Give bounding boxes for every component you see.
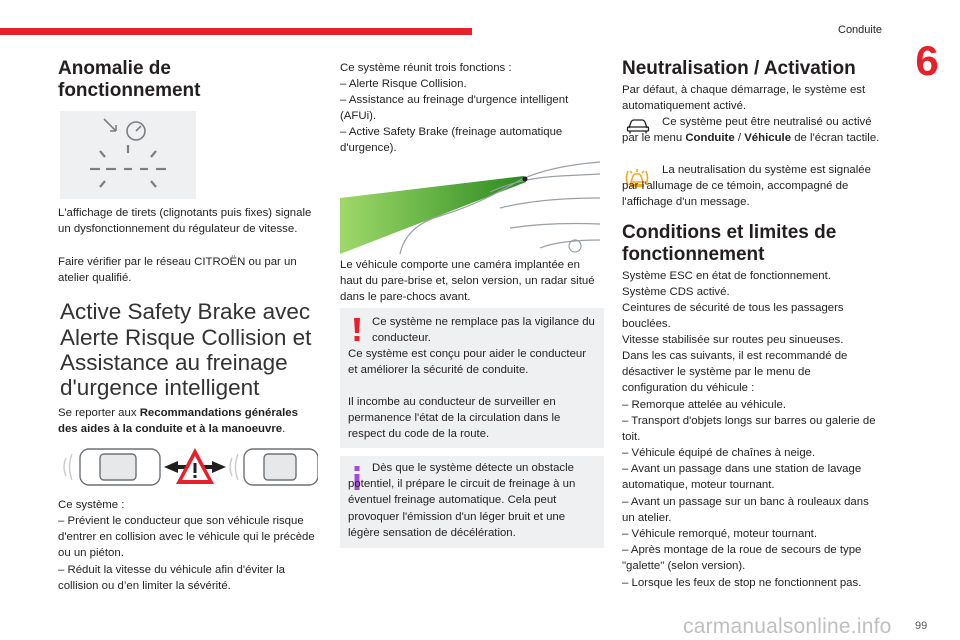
heading-asb-line2: Alerte Risque Collision et	[60, 325, 312, 350]
paragraph-system-1: Ce système :	[58, 499, 125, 511]
paragraph-cond-12: – Après montage de la roue de secours de type "galette" (selon version).	[622, 544, 862, 573]
warning-text-3: Il incombe au conducteur de surveiller en permanence l'état de la circulation dans le respect du code de la route.	[348, 396, 561, 441]
paragraph-cond-8: – Véhicule équipé de chaînes à neige.	[622, 447, 816, 459]
heading-conditions-line1: Conditions et limites de	[622, 222, 837, 243]
warning-text-1: Ce système ne remplace pas la vigilance du conducteur.	[372, 316, 595, 345]
paragraph-cond-1: Système ESC en état de fonctionnement.	[622, 270, 831, 282]
paragraph-cond-11: – Véhicule remorqué, moteur tournant.	[622, 528, 818, 540]
heading-asb-line1: Active Safety Brake avec	[60, 299, 311, 324]
paragraph-neutral-1: Par défaut, à chaque démarrage, le système est automatiquement activé.	[622, 84, 866, 113]
watermark: carmanualsonline.info	[683, 615, 892, 638]
paragraph-cond-3: Ceintures de sécurité de tous les passagers bouclées.	[622, 302, 844, 331]
front-collision-diagram-icon	[60, 444, 318, 490]
paragraph-cond-2: Système CDS activé.	[622, 286, 730, 298]
paragraph-anomalie-1: L'affichage de tirets (clignotants puis fixes) signale un dysfonctionnement du régulateur de vitesse.	[58, 207, 312, 236]
heading-anomalie: Anomalie de fonctionnement	[58, 58, 201, 101]
page-number: 99	[915, 620, 928, 632]
paragraph-cond-7: – Transport d'objets longs sur barres ou galerie de toit.	[622, 415, 876, 444]
heading-asb-line4: d'urgence intelligent	[60, 375, 260, 400]
heading-conditions-line2: fonctionnement	[622, 244, 765, 265]
paragraph-functions-4: – Active Safety Brake (freinage automatique d'urgence).	[340, 126, 563, 155]
paragraph-cond-9: – Avant un passage dans une station de lavage automatique, moteur tournant.	[622, 463, 862, 492]
paragraph-cond-4: Vitesse stabilisée sur routes peu sinueuses.	[622, 334, 844, 346]
header-red-bar	[0, 28, 472, 35]
paragraph-anomalie-2: Faire vérifier par le réseau CITROËN ou par un atelier qualifié.	[58, 256, 297, 285]
paragraph-system-3: – Réduit la vitesse du véhicule afin d'éviter la collision ou d’en limiter la sévérité.	[58, 564, 285, 593]
heading-neutralisation: Neutralisation / Activation	[622, 58, 856, 79]
warning-box	[340, 308, 604, 448]
paragraph-cond-5: Dans les cas suivants, il est recommandé de désactiver le système par le menu de configuration du véhicule :	[622, 350, 848, 395]
heading-asb-line3: Assistance au freinage	[60, 350, 288, 375]
paragraph-reference: Se reporter aux Recommandations générales des aides à la conduite et à la manoeuvre.	[58, 407, 298, 436]
warning-exclamation-icon	[351, 318, 363, 342]
section-title: Conduite	[838, 24, 883, 36]
warning-text-2: Ce système est conçu pour aider le conducteur et améliorer la sécurité de conduite.	[348, 348, 587, 377]
paragraph-neutral-2: Ce système peut être neutralisé ou activé par le menu Conduite / Véhicule de l'écran tactile.	[622, 116, 880, 145]
info-box	[340, 456, 604, 548]
speed-regulator-fault-icon	[60, 111, 196, 199]
paragraph-neutral-3: La neutralisation du système est signalée par l'allumage de ce témoin, accompagné de l'affichage d'un message.	[622, 164, 871, 209]
windscreen-camera-icon	[340, 158, 603, 254]
info-text: Dès que le système détecte un obstacle potentiel, il prépare le circuit de freinage à un éventuel freinage automatique. Cela peut provoquer l'émission d'un léger bruit et une légère sensation de décélération.	[348, 462, 576, 539]
paragraph-system-2: – Prévient le conducteur que son véhicule risque d'entrer en collision avec le véhicule qui le précède ou un piéton.	[58, 515, 315, 560]
paragraph-cond-13: – Lorsque les feux de stop ne fonctionnent pas.	[622, 577, 862, 589]
paragraph-functions-1: Ce système réunit trois fonctions :	[340, 62, 512, 74]
paragraph-camera: Le véhicule comporte une caméra implantée en haut du pare-brise et, selon version, un radar situé dans le pare-chocs avant.	[340, 259, 595, 304]
paragraph-functions-3: – Assistance au freinage d'urgence intelligent (AFUi).	[340, 94, 569, 123]
chapter-number: 6	[915, 37, 939, 84]
paragraph-cond-10: – Avant un passage sur un banc à rouleaux dans un atelier.	[622, 496, 869, 525]
paragraph-cond-6: – Remorque attelée au véhicule.	[622, 399, 787, 411]
paragraph-functions-2: – Alerte Risque Collision.	[340, 78, 467, 90]
